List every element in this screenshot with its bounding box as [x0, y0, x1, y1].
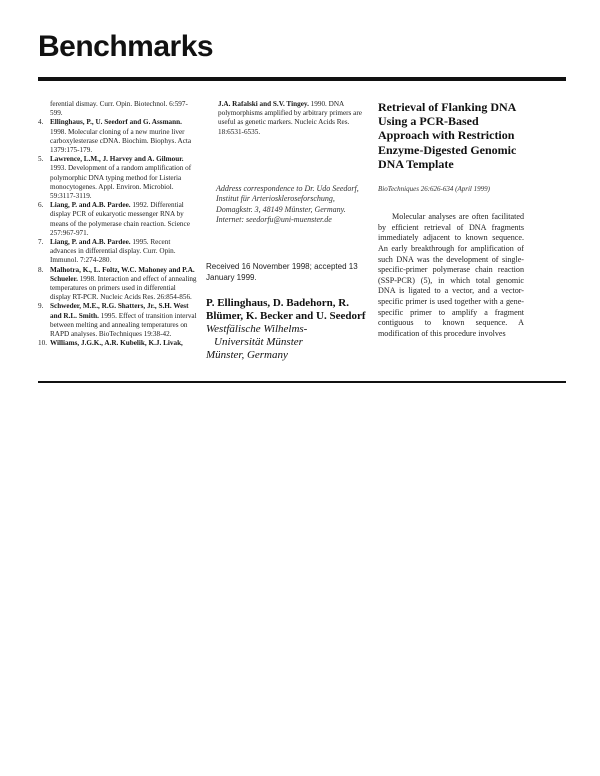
- middle-column: [206, 100, 372, 362]
- bottom-rule: [38, 381, 566, 383]
- author-affiliation: [206, 323, 372, 362]
- reference-text: 1993. Development of a random amplification of polymorphic DNA typing method for Listeria monocytogenes. Appl. Environ. Microbiol. 59:3117-3119.: [50, 164, 192, 201]
- article-citation: BioTechniques 26:626-634 (April 1999): [378, 185, 490, 194]
- references-column-1: [38, 100, 198, 348]
- reference-entry: [206, 100, 372, 137]
- reference-authors: Liang, P. and A.B. Pardee.: [50, 238, 131, 247]
- section-header: Benchmarks: [38, 30, 214, 63]
- correspondence-address: Address correspondence to Dr. Udo Seedorf, Institut für Arterioskleroseforschung, Domagkstr. 3, 48149 Münster, Germany. Internet: seedorfu@uni-muenster.de: [216, 183, 359, 225]
- reference-entry: [38, 201, 198, 238]
- article-body: Molecular analyses are often facilitated by efficient retrieval of DNA fragments immediately adjacent to known sequence. An early breakthrough for amplification of such DNA was the development of single-specific-primer polymerase chain reaction (SSP-PCR) (5), in which total genomic DNA is ligated to a vector, and a vector-specific primer is used together with a gene-specific primer to amplify a fragment contiguous to known sequence. A modification of this procedure involves: [378, 212, 524, 338]
- article-authors: P. Ellinghaus, D. Badehorn, R. Blümer, K. Becker and U. Seedorf: [206, 297, 366, 323]
- reference-number: 9.: [38, 302, 44, 311]
- reference-entry: [38, 339, 198, 348]
- reference-entry: [38, 100, 198, 118]
- header-rule: [38, 77, 566, 81]
- reference-authors: Schweder, M.E., R.G. Shatters, Jr., S.H. West and R.L. Smith.: [50, 302, 189, 320]
- reference-text: ferential dismay. Curr. Opin. Biotechnol. 6:597-599.: [50, 100, 188, 118]
- reference-entry: [38, 266, 198, 303]
- reference-number: 10.: [38, 339, 47, 348]
- reference-text: 1995. Effect of transition interval between melting and annealing temperatures on RAPD analyses. BioTechniques 19:38-42.: [50, 311, 197, 339]
- affiliation-line: Westfälische Wilhelms-: [206, 323, 308, 336]
- affiliation-line: Münster, Germany: [206, 349, 288, 362]
- reference-authors: Lawrence, L.M., J. Harvey and A. Gilmour.: [50, 155, 184, 164]
- article-title: Retrieval of Flanking DNA Using a PCR-Based Approach with Restriction Enzyme-Digested Genomic DNA Template: [378, 100, 517, 171]
- reference-text: 1998. Molecular cloning of a new murine liver carboxylesterase cDNA. Biochim. Biophys. Acta 1379:175-179.: [50, 127, 192, 155]
- reference-text: 1995. Recent advances in differential display. Curr. Opin. Immunol. 7:274-280.: [50, 238, 176, 265]
- reference-number: 8.: [38, 265, 44, 274]
- article-column: [378, 100, 524, 339]
- reference-authors: Ellinghaus, P., U. Seedorf and G. Assmann.: [50, 118, 182, 127]
- received-date: Received 16 November 1998; accepted 13 January 1999.: [206, 262, 358, 282]
- reference-number: 6.: [38, 201, 44, 210]
- reference-text: 1992. Differential display PCR of eukaryotic messenger RNA by means of the polymerase chain reaction. Science 257:967-971.: [50, 201, 190, 237]
- reference-number: 7.: [38, 238, 44, 247]
- reference-number: 4.: [38, 118, 44, 127]
- reference-authors: Liang, P. and A.B. Pardee.: [50, 201, 131, 210]
- reference-authors: Malhotra, K., L. Foltz, W.C. Mahoney and P.A. Schueler.: [50, 265, 195, 283]
- reference-entry: [38, 118, 198, 155]
- reference-text: 1990. DNA polymorphisms amplified by arbitrary primers are useful as genetic markers. Nucleic Acids Res. 18:6531-6535.: [218, 100, 362, 136]
- reference-entry: [38, 302, 198, 339]
- reference-authors: J.A. Rafalski and S.V. Tingey.: [218, 100, 309, 108]
- reference-entry: [38, 238, 198, 266]
- reference-entry: [38, 155, 198, 201]
- reference-number: 5.: [38, 155, 44, 164]
- reference-authors: Williams, J.G.K., A.R. Kubelik, K.J. Livak,: [50, 339, 183, 348]
- affiliation-line: Universität Münster: [214, 336, 303, 349]
- reference-text: 1998. Interaction and effect of annealing temperatures on primers used in differential display RT-PCR. Nucleic Acids Res. 26:854-856.: [50, 274, 197, 302]
